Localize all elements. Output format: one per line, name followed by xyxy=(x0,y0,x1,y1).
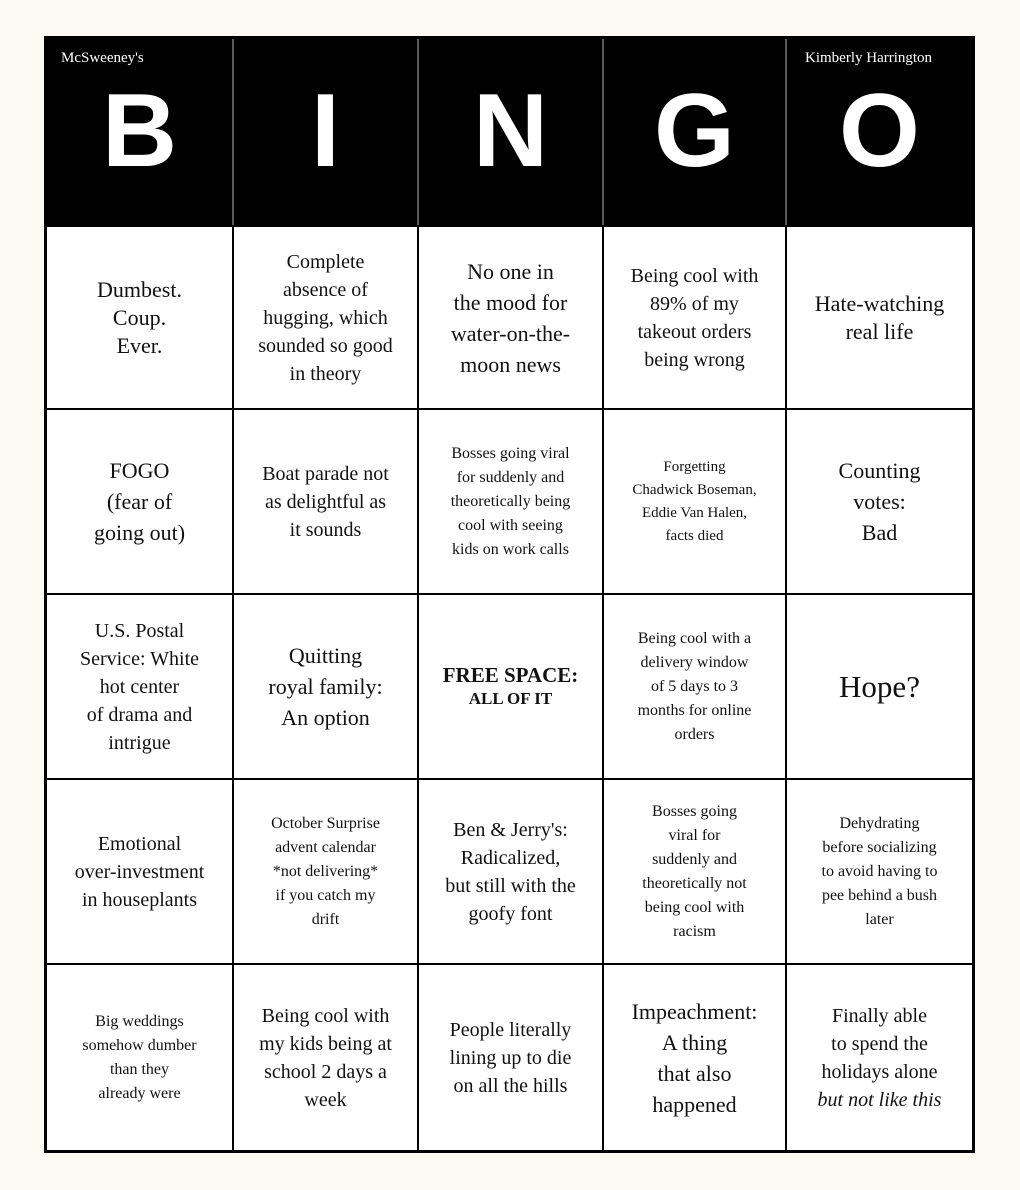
bingo-cell xyxy=(604,595,785,778)
bingo-cell xyxy=(604,227,785,408)
bingo-cell xyxy=(604,410,785,593)
bingo-card xyxy=(44,36,975,1153)
cell-text: Bosses going viral for suddenly and theoretically not being cool with racism xyxy=(642,802,747,940)
letter-o: O xyxy=(839,73,920,189)
bingo-cell xyxy=(419,965,602,1150)
bingo-cell xyxy=(419,410,602,593)
bingo-cell xyxy=(234,780,417,963)
header-column-n xyxy=(419,39,602,225)
free-space-title: FREE SPACE: xyxy=(442,662,579,687)
bingo-cell xyxy=(47,410,232,593)
cell-text: October Surprise advent calendar *not delivering* if you catch my drift xyxy=(271,814,380,928)
bingo-cell xyxy=(787,227,972,408)
cell-text: U.S. Postal Service: White hot center of drama and intrigue xyxy=(79,619,200,754)
bingo-cell xyxy=(787,780,972,963)
bingo-cell xyxy=(787,595,972,778)
cell-text: FOGO (fear of going out) xyxy=(93,458,186,545)
bingo-cell xyxy=(234,595,417,778)
cell-text: Forgetting Chadwick Boseman, Eddie Van Halen, facts died xyxy=(632,458,757,544)
bingo-cell xyxy=(47,227,232,408)
cell-text: Dumbest. Coup. Ever. xyxy=(97,276,182,358)
letter-n: N xyxy=(472,73,549,189)
letter-b: B xyxy=(101,73,178,189)
bingo-cell xyxy=(787,965,972,1150)
bingo-cell xyxy=(47,965,232,1150)
cell-text: Ben & Jerry's: Radicalized, but still with the goofy font xyxy=(445,818,576,925)
bingo-cell xyxy=(604,965,785,1150)
free-space-subtitle: ALL OF IT xyxy=(468,688,553,708)
bingo-cell xyxy=(787,410,972,593)
cell-text: People literally lining up to die on all the hills xyxy=(449,1018,572,1097)
publisher-label: McSweeney's xyxy=(61,50,144,66)
cell-text: Being cool with my kids being at school 2 days a week xyxy=(259,1004,392,1111)
bingo-cell xyxy=(604,780,785,963)
cell-text: Counting votes: Bad xyxy=(838,458,921,545)
bingo-cell xyxy=(234,410,417,593)
cell-text: Quitting royal family: An option xyxy=(268,643,383,730)
header-column-g xyxy=(604,39,785,225)
bingo-cell xyxy=(47,780,232,963)
cell-text: Boat parade not as delightful as it sounds xyxy=(262,462,389,541)
free-space-cell xyxy=(419,595,602,778)
cell-text: Being cool with a delivery window of 5 days to 3 months for online orders xyxy=(637,629,752,743)
cell-italic-text: but not like this xyxy=(817,1088,942,1111)
cell-text: Emotional over-investment in houseplants xyxy=(74,832,205,911)
header-column-o xyxy=(787,39,972,225)
header-column-b xyxy=(47,39,232,225)
bingo-cell xyxy=(234,227,417,408)
cell-text: No one in the mood for water-on-the- moon news xyxy=(450,258,571,377)
cell-text: Being cool with 89% of my takeout orders being wrong xyxy=(630,264,759,371)
cell-text: Big weddings somehow dumber than they already were xyxy=(82,1012,197,1102)
bingo-cell xyxy=(234,965,417,1150)
letter-i: I xyxy=(311,73,340,189)
cell-text: Dehydrating before socializing to avoid having to pee behind a bush later xyxy=(821,814,938,928)
cell-text: Hope? xyxy=(839,668,920,704)
bingo-cell xyxy=(419,780,602,963)
cell-text: Bosses going viral for suddenly and theoretically being cool with seeing kids on work calls xyxy=(450,444,571,558)
author-label: Kimberly Harrington xyxy=(805,50,933,66)
bingo-cell xyxy=(419,227,602,408)
cell-text: Hate-watching real life xyxy=(814,290,945,344)
cell-text: Finally able to spend the holidays alone xyxy=(821,1004,938,1083)
cell-text: Impeachment: A thing that also happened xyxy=(631,998,758,1117)
bingo-cell xyxy=(47,595,232,778)
letter-g: G xyxy=(654,73,735,189)
cell-text: Complete absence of hugging, which sounded so good in theory xyxy=(258,250,393,385)
header-column-i xyxy=(234,39,417,225)
